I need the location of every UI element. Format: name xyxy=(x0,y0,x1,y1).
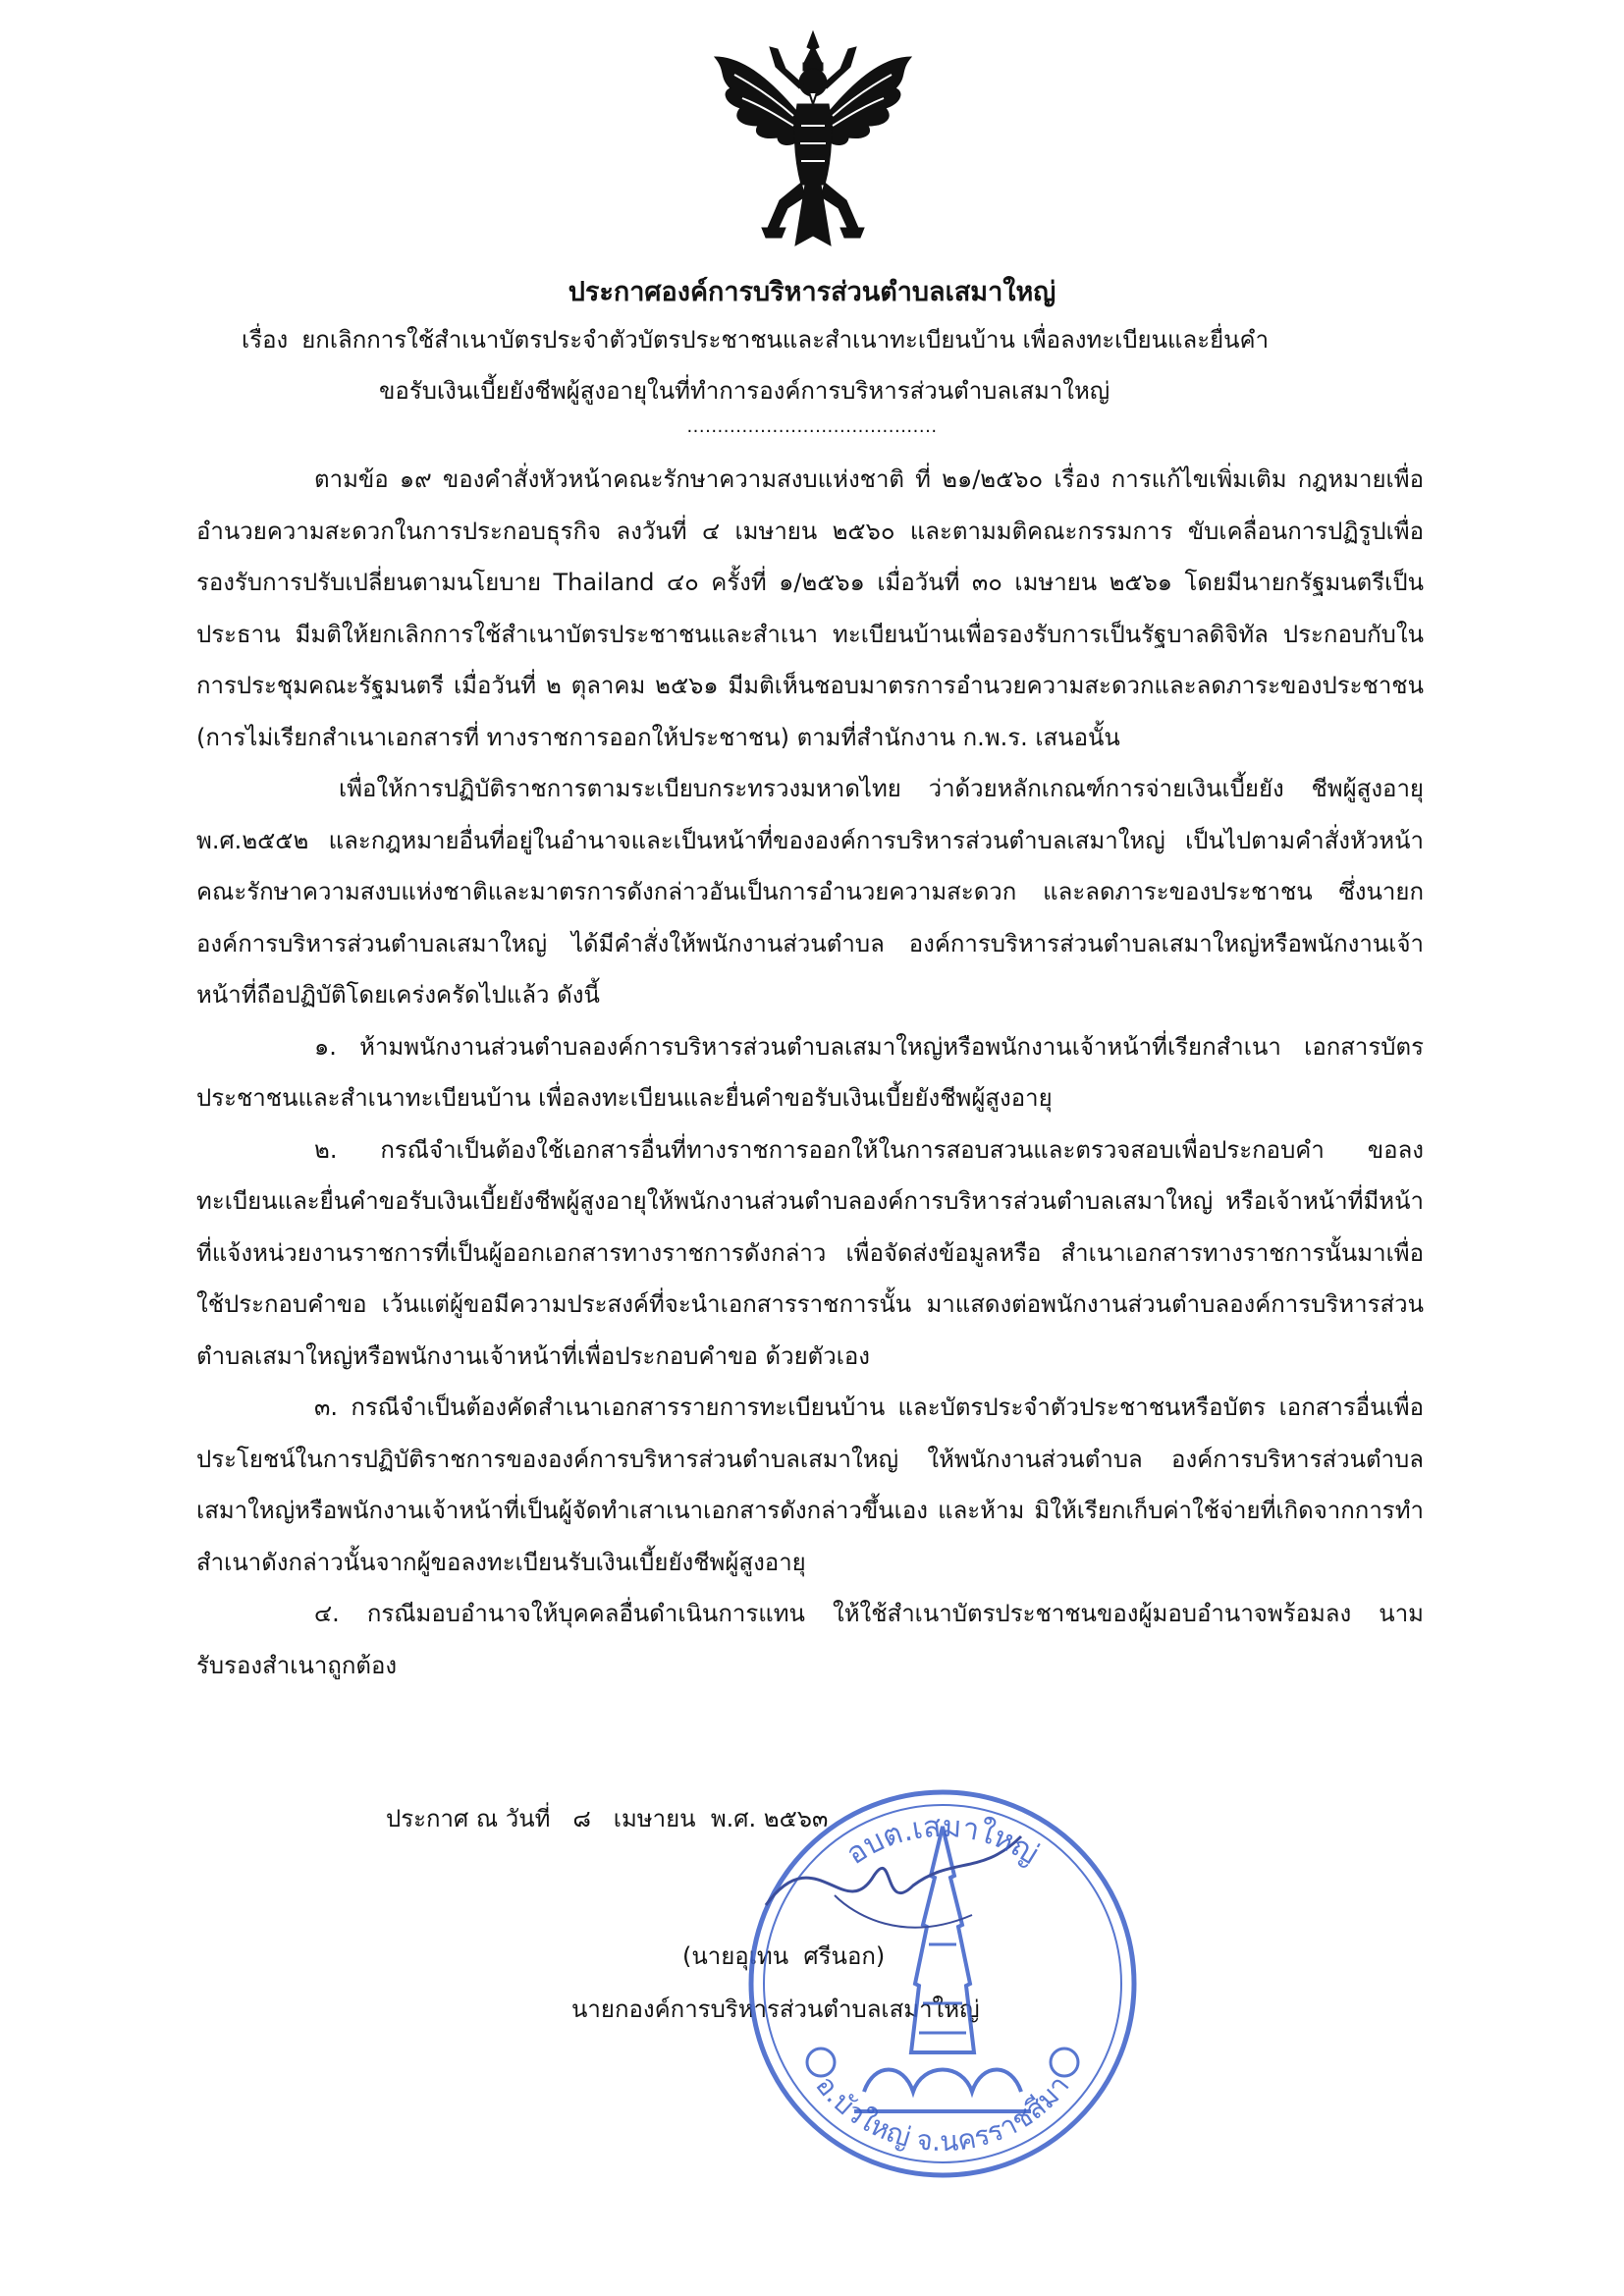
subject-text-1: ยกเลิกการใช้สำเนาบัตรประจำตัวบัตรประชาชนและสำเนาทะเบียนบ้าน เพื่อลงทะเบียนและยื่นคำ xyxy=(301,326,1270,354)
announcement-title: ประกาศองค์การบริหารส่วนตำบลเสมาใหญ่ xyxy=(568,277,1056,307)
stamp-top-text: อบต.เสมาใหญ่ xyxy=(839,1809,1045,1872)
subject-label: เรื่อง xyxy=(242,326,289,354)
paragraph-purpose: เพื่อให้การปฏิบัติราชการตามระเบียบกระทรวงมหาดไทย ว่าด้วยหลักเกณฑ์การจ่ายเงินเบี้ยยัง ชีพผู้สูงอายุ พ.ศ.๒๕๕๒ และกฎหมายอื่นที่อยู่ในอำนาจและเป็นหน้าที่ขององค์การบริหารส่วนตำบลเสมาใหญ่ เป็นไปตามคำสั่งหัวหน้าคณะรักษาความสงบแห่งชาติและมาตรการดังกล่าวอันเป็นการอำนวยความสะดวก และลดภาระของประชาชน ซึ่งนายกองค์การบริหารส่วนตำบลเสมาใหญ่ ได้มีคำสั่งให้พนักงานส่วนตำบล องค์การบริหารส่วนตำบลเสมาใหญ่หรือพนักงานเจ้าหน้าที่ถือปฏิบัติโดยเคร่งครัดไปแล้ว ดังนี้ xyxy=(196,775,1424,1009)
stamp-bottom-text: อ.บัวใหญ่ จ.นครราชสีมา xyxy=(809,2069,1076,2159)
dotted-separator: ......................................... xyxy=(686,416,938,437)
signer-name: (นายอุเทน ศรีนอก) xyxy=(682,1942,886,1970)
garuda-emblem-icon xyxy=(707,27,919,255)
subject-line-1 xyxy=(242,314,1439,365)
subject-block xyxy=(242,314,1439,416)
announcement-body xyxy=(196,454,1424,1691)
list-item-1: ๑. ห้ามพนักงานส่วนตำบลองค์การบริหารส่วนตำบลเสมาใหญ่หรือพนักงานเจ้าหน้าที่เรียกสำเนา เอกสารบัตรประชาชนและสำเนาทะเบียนบ้าน เพื่อลงทะเบียนและยื่นคำขอรับเงินเบี้ยยังชีพผู้สูงอายุ xyxy=(196,1032,1424,1112)
signer-title: นายกองค์การบริหารส่วนตำบลเสมาใหญ่ xyxy=(571,1995,980,2023)
list-item-3: ๓. กรณีจำเป็นต้องคัดสำเนาเอกสารรายการทะเบียนบ้าน และบัตรประจำตัวประชาชนหรือบัตร เอกสารอื่นเพื่อประโยชน์ในการปฏิบัติราชการขององค์การบริหารส่วนตำบลเสมาใหญ่ ให้พนักงานส่วนตำบล องค์การบริหารส่วนตำบลเสมาใหญ่หรือพนักงานเจ้าหน้าที่เป็นผู้จัดทำเสาเนาเอกสารดังกล่าวขึ้นเอง และห้าม มิให้เรียกเก็บค่าใช้จ่ายที่เกิดจากการทำสำเนาดังกล่าวนั้นจากผู้ขอลงทะเบียนรับเงินเบี้ยยังชีพผู้สูงอายุ xyxy=(196,1394,1424,1576)
list-item-2: ๒. กรณีจำเป็นต้องใช้เอกสารอื่นที่ทางราชการออกให้ในการสอบสวนและตรวจสอบเพื่อประกอบคำ ขอลงทะเบียนและยื่นคำขอรับเงินเบี้ยยังชีพผู้สูงอายุให้พนักงานส่วนตำบลองค์การบริหารส่วนตำบลเสมาใหญ่ หรือเจ้าหน้าที่มีหน้าที่แจ้งหน่วยงานราชการที่เป็นผู้ออกเอกสารทางราชการดังกล่าว เพื่อจัดส่งข้อมูลหรือ สำเนาเอกสารทางราชการนั้นมาเพื่อใช้ประกอบคำขอ เว้นแต่ผู้ขอมีความประสงค์ที่จะนำเอกสารราชการนั้น มาแสดงต่อพนักงานส่วนตำบลองค์การบริหารส่วนตำบลเสมาใหญ่หรือพนักงานเจ้าหน้าที่เพื่อประกอบคำขอ ด้วยตัวเอง xyxy=(196,1135,1424,1370)
subject-text-2: ขอรับเงินเบี้ยยังชีพผู้สูงอายุในที่ทำการองค์การบริหารส่วนตำบลเสมาใหญ่ xyxy=(379,377,1110,405)
list-item-4: ๔. กรณีมอบอำนาจให้บุคคลอื่นดำเนินการแทน ให้ใช้สำเนาบัตรประชาชนของผู้มอบอำนาจพร้อมลง นามรับรองสำเนาถูกต้อง xyxy=(196,1600,1424,1679)
paragraph-background: ตามข้อ ๑๙ ของคำสั่งหัวหน้าคณะรักษาความสงบแห่งชาติ ที่ ๒๑/๒๕๖๐ เรื่อง การแก้ไขเพิ่มเติม กฎหมายเพื่ออำนวยความสะดวกในการประกอบธุรกิจ ลงวันที่ ๔ เมษายน ๒๕๖๐ และตามมติคณะกรรมการ ขับเคลื่อนการปฏิรูปเพื่อรองรับการปรับเปลี่ยนตามนโยบาย Thailand ๔๐ ครั้งที่ ๑/๒๕๖๑ เมื่อวันที่ ๓๐ เมษายน ๒๕๖๑ โดยมีนายกรัฐมนตรีเป็นประธาน มีมติให้ยกเลิกการใช้สำเนาบัตรประชาชนและสำเนา ทะเบียนบ้านเพื่อรองรับการเป็นรัฐบาลดิจิทัล ประกอบกับในการประชุมคณะรัฐมนตรี เมื่อวันที่ ๒ ตุลาคม ๒๕๖๑ มีมติเห็นชอบมาตรการอำนวยความสะดวกและลดภาระของประชาชน (การไม่เรียกสำเนาเอกสารที่ ทางราชการออกให้ประชาชน) ตามที่สำนักงาน ก.พ.ร. เสนอนั้น xyxy=(196,465,1424,751)
announcement-date: ประกาศ ณ วันที่ ๘ เมษายน พ.ศ. ๒๕๖๓ xyxy=(386,1805,829,1832)
